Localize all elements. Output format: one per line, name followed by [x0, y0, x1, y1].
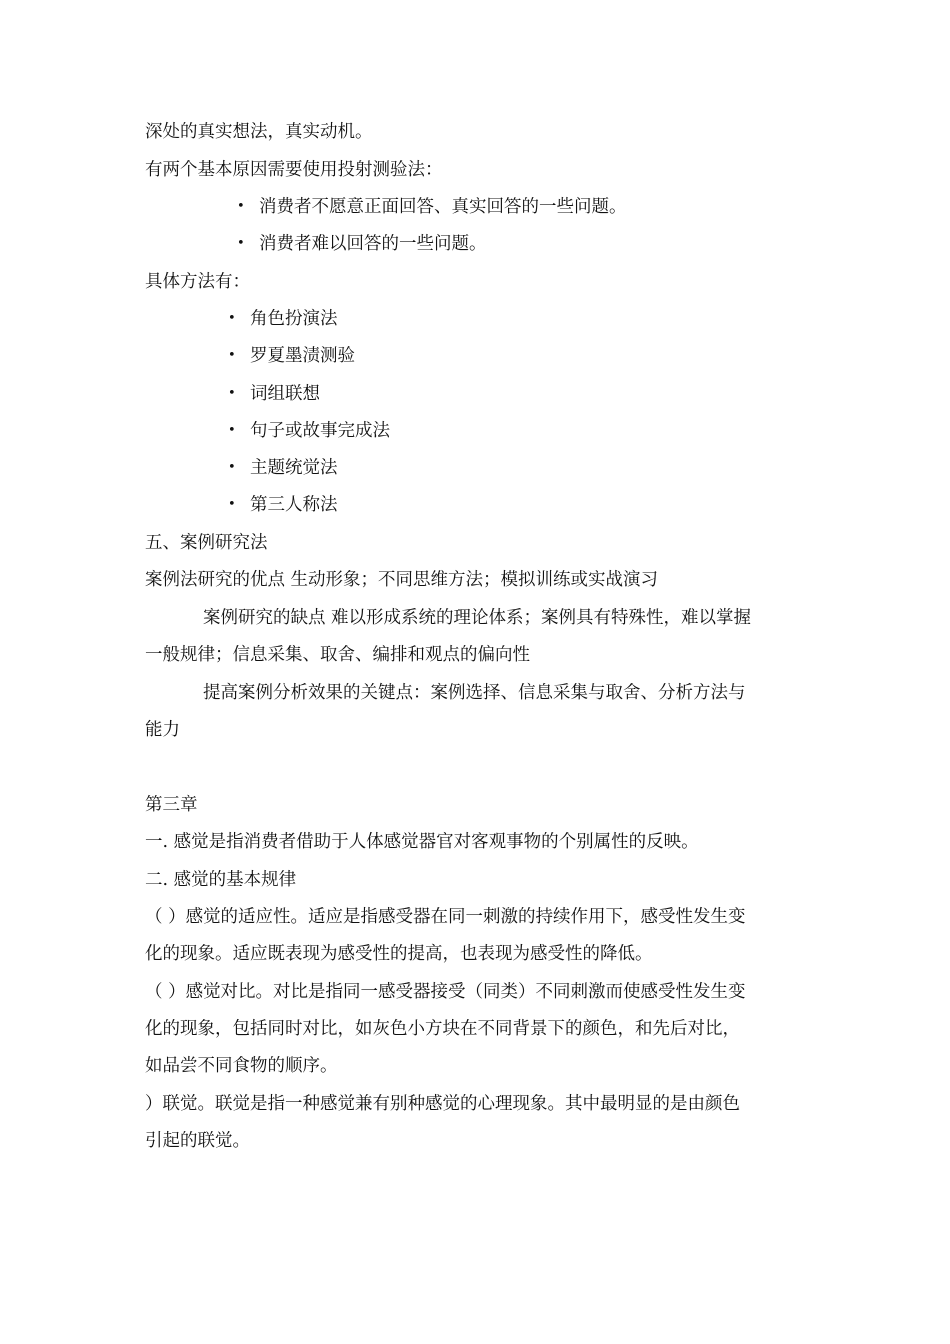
list-item-text: 消费者不愿意正面回答、真实回答的一些问题。 — [259, 197, 627, 217]
paragraph-line: 一般规律；信息采集、取舍、编排和观点的偏向性 — [145, 645, 530, 665]
bullet-icon: • — [228, 423, 236, 438]
list-item — [228, 456, 338, 480]
list-item — [228, 493, 338, 517]
list-item-text: 主题统觉法 — [250, 458, 338, 478]
chapter-title: 第三章 — [145, 795, 198, 815]
section-heading: 五、案例研究法 — [145, 533, 268, 553]
bullet-icon: • — [237, 199, 245, 214]
bullet-icon: • — [237, 236, 245, 251]
list-item-text: 第三人称法 — [250, 495, 338, 515]
list-item-text: 消费者难以回答的一些问题。 — [259, 234, 487, 254]
paragraph-line: 案例研究的缺点 难以形成系统的理论体系；案例具有特殊性，难以掌握 — [203, 608, 752, 628]
bullet-icon: • — [228, 497, 236, 512]
list-item — [228, 419, 390, 443]
paragraph-line: 深处的真实想法，真实动机。 — [145, 122, 373, 142]
paragraph-line: 案例法研究的优点 生动形象；不同思维方法；模拟训练或实战演习 — [145, 570, 659, 590]
paragraph-line: 提高案例分析效果的关键点：案例选择、信息采集与取舍、分析方法与 — [203, 683, 746, 703]
list-item-text: 句子或故事完成法 — [250, 421, 390, 441]
list-item-text: 角色扮演法 — [250, 309, 338, 329]
list-item — [237, 232, 487, 256]
paragraph-line: 化的现象。适应既表现为感受性的提高，也表现为感受性的降低。 — [145, 944, 653, 964]
list-item — [237, 195, 627, 219]
paragraph-line: 能力 — [145, 720, 180, 740]
paragraph-line: 化的现象，包括同时对比，如灰色小方块在不同背景下的颜色，和先后对比， — [145, 1019, 740, 1039]
list-item — [228, 382, 320, 406]
reasons-heading: 有两个基本原因需要使用投射测验法： — [145, 160, 443, 180]
paragraph-line: 二. 感觉的基本规律 — [145, 870, 297, 890]
bullet-icon: • — [228, 348, 236, 363]
bullet-icon: • — [228, 460, 236, 475]
list-item-text: 罗夏墨渍测验 — [250, 346, 355, 366]
bullet-icon: • — [228, 311, 236, 326]
paragraph-line: （ ）感觉的适应性。适应是指感受器在同一刺激的持续作用下，感受性发生变 — [145, 907, 746, 927]
methods-heading: 具体方法有： — [145, 272, 250, 292]
bullet-icon: • — [228, 386, 236, 401]
paragraph-line: （ ）感觉对比。对比是指同一感受器接受（同类）不同刺激而使感受性发生变 — [145, 982, 746, 1002]
list-item-text: 词组联想 — [250, 384, 320, 404]
paragraph-line: 引起的联觉。 — [145, 1131, 250, 1151]
paragraph-line: 如品尝不同食物的顺序。 — [145, 1056, 338, 1076]
list-item — [228, 344, 355, 368]
list-item — [228, 307, 338, 331]
paragraph-line: ）联觉。联觉是指一种感觉兼有别种感觉的心理现象。其中最明显的是由颜色 — [145, 1094, 740, 1114]
paragraph-line: 一. 感觉是指消费者借助于人体感觉器官对客观事物的个别属性的反映。 — [145, 832, 699, 852]
